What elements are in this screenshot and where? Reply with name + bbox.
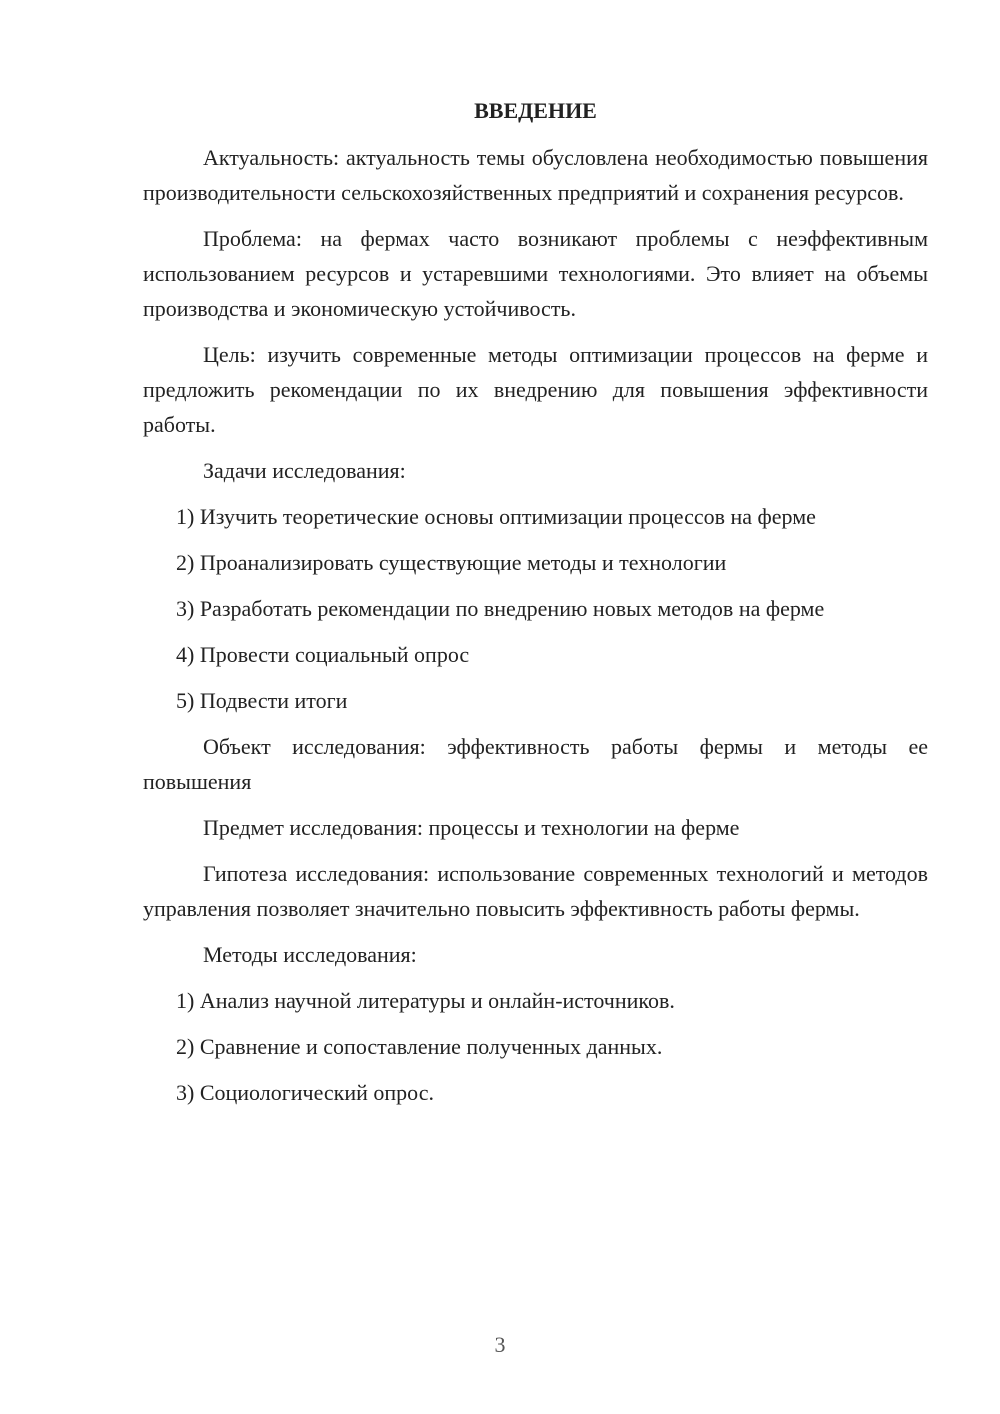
task-item: 4) Провести социальный опрос (176, 642, 470, 667)
object-paragraph: Объект исследования: эффективность работы фермы и методы ее повышения (143, 734, 928, 794)
task-item: 1) Изучить теоретические основы оптимизации процессов на ферме (176, 504, 816, 529)
section-title: ВВЕДЕНИЕ (474, 98, 597, 123)
tasks-heading: Задачи исследования: (203, 458, 406, 483)
methods-heading: Методы исследования: (203, 942, 417, 967)
relevance-paragraph: Актуальность: актуальность темы обусловлена необходимостью повышения производительности сельскохозяйственных предприятий и сохранения ресурсов. (143, 145, 928, 205)
page-number: 3 (494, 1332, 506, 1357)
task-item: 5) Подвести итоги (176, 688, 348, 713)
goal-paragraph: Цель: изучить современные методы оптимизации процессов на ферме и предложить рекомендации по их внедрению для повышения эффективности работы. (143, 342, 928, 437)
task-item: 3) Разработать рекомендации по внедрению новых методов на ферме (176, 596, 825, 621)
document-body (143, 94, 928, 1121)
tasks-list (143, 499, 928, 718)
method-item: 3) Социологический опрос. (176, 1080, 434, 1105)
methods-list (143, 983, 928, 1110)
task-item: 2) Проанализировать существующие методы и технологии (176, 550, 727, 575)
problem-paragraph: Проблема: на фермах часто возникают проблемы с неэффективным использованием ресурсов и устаревшими технологиями. Это влияет на объемы производства и экономическую устойчивость. (143, 226, 928, 321)
method-item: 1) Анализ научной литературы и онлайн-источников. (176, 988, 675, 1013)
method-item: 2) Сравнение и сопоставление полученных данных. (176, 1034, 663, 1059)
hypothesis-paragraph: Гипотеза исследования: использование современных технологий и методов управления позволяет значительно повысить эффективность работы фермы. (143, 861, 928, 921)
subject-paragraph: Предмет исследования: процессы и технологии на ферме (203, 815, 740, 840)
